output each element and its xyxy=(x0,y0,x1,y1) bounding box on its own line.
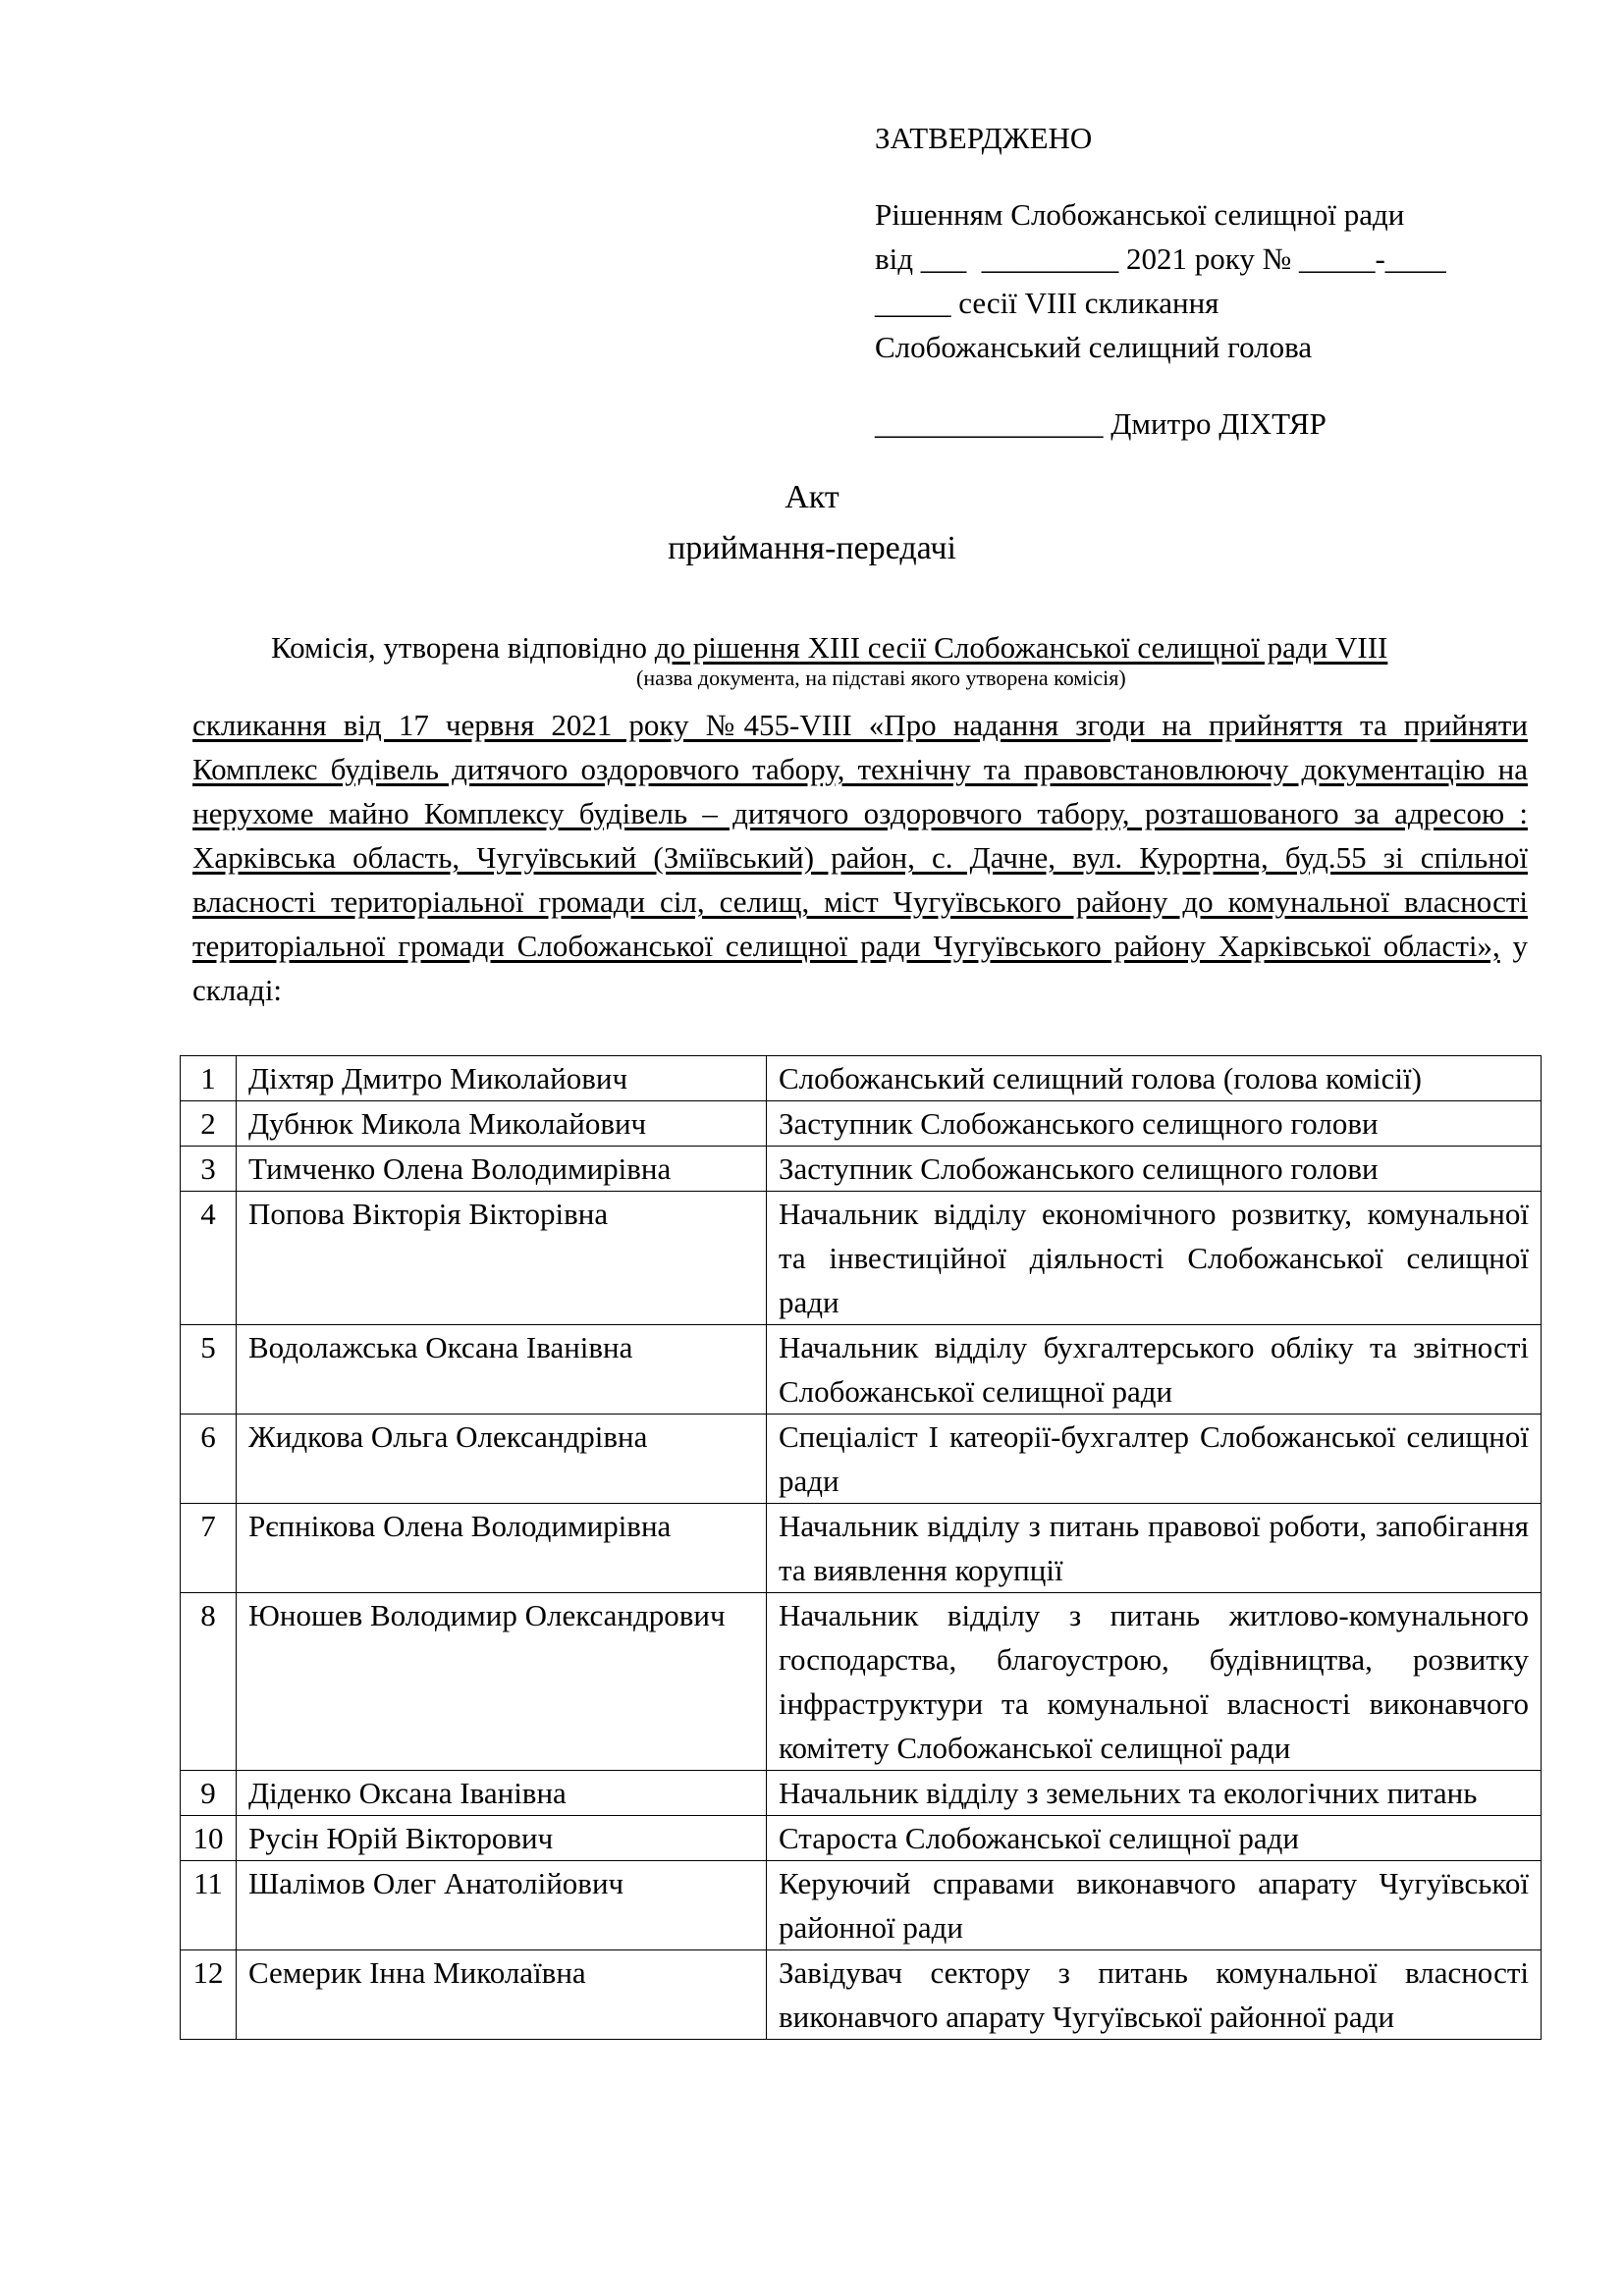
table-row xyxy=(181,1101,1542,1147)
table-row xyxy=(181,1325,1542,1415)
table-row xyxy=(181,1593,1542,1771)
member-position: Начальник відділу з земельних та екологічних питань xyxy=(767,1771,1542,1816)
approval-decision-line: Рішенням Слобожанської селищної ради xyxy=(875,197,1405,232)
member-number: 11 xyxy=(181,1861,237,1950)
approval-block xyxy=(875,116,1523,446)
member-number: 7 xyxy=(181,1504,237,1593)
approval-signature-line: _______________ Дмитро ДІХТЯР xyxy=(875,406,1326,441)
table-row xyxy=(181,1861,1542,1950)
table-row xyxy=(181,1504,1542,1593)
member-name: Діхтяр Дмитро Миколайович xyxy=(237,1056,767,1101)
table-row xyxy=(181,1816,1542,1861)
member-name: Водолажська Оксана Іванівна xyxy=(237,1325,767,1415)
member-number: 1 xyxy=(181,1056,237,1101)
intro-first-line xyxy=(192,626,1528,669)
member-number: 4 xyxy=(181,1192,237,1325)
intro-tail: у складі: xyxy=(192,929,1529,1007)
member-position: Начальник відділу з питань правової роботи, запобігання та виявлення корупції xyxy=(767,1504,1542,1593)
table-row xyxy=(181,1192,1542,1325)
commission-members-table xyxy=(180,1055,1542,2040)
table-row xyxy=(181,1950,1542,2040)
table-row xyxy=(181,1415,1542,1504)
member-number: 12 xyxy=(181,1950,237,2040)
table-row xyxy=(181,1771,1542,1816)
intro-caption: (назва документа, на підставі якого утворена комісія) xyxy=(636,666,1126,690)
member-name: Дубнюк Микола Миколайович xyxy=(237,1101,767,1147)
approval-heading: ЗАТВЕРДЖЕНО xyxy=(875,121,1093,155)
member-name: Шалімов Олег Анатолійович xyxy=(237,1861,767,1950)
member-position: Слобожанський селищний голова (голова комісії) xyxy=(767,1056,1542,1101)
member-position: Начальник відділу економічного розвитку, комунальної та інвестиційної діяльності Слобожанської селищної ради xyxy=(767,1192,1542,1325)
member-position: Заступник Слобожанського селищного голови xyxy=(767,1147,1542,1192)
member-position: Керуючий справами виконавчого апарату Чугуївської районної ради xyxy=(767,1861,1542,1950)
member-name: Діденко Оксана Іванівна xyxy=(237,1771,767,1816)
member-position: Начальник відділу з питань житлово-комунального господарства, благоустрою, будівництва, розвитку інфраструктури та комунальної власності виконавчого комітету Слобожанської селищної ради xyxy=(767,1593,1542,1771)
document-title: Акт xyxy=(785,479,839,515)
member-position: Начальник відділу бухгалтерського обліку та звітності Слобожанської селищної ради xyxy=(767,1325,1542,1415)
member-name: Тимченко Олена Володимирівна xyxy=(237,1147,767,1192)
member-number: 2 xyxy=(181,1101,237,1147)
document-subtitle: приймання-передачі xyxy=(668,530,956,566)
member-name: Попова Вікторія Вікторівна xyxy=(237,1192,767,1325)
intro-lead-underlined: до рішення XIII сесії Слобожанської селищної ради VIII xyxy=(654,630,1388,665)
intro-paragraph xyxy=(192,626,1528,1012)
approval-session-line: _____ сесії VIII скликання xyxy=(875,286,1219,320)
member-number: 8 xyxy=(181,1593,237,1771)
member-position: Спеціаліст І катеорії-бухгалтер Слобожанської селищної ради xyxy=(767,1415,1542,1504)
member-number: 9 xyxy=(181,1771,237,1816)
member-name: Семерик Інна Миколаївна xyxy=(237,1950,767,2040)
member-number: 6 xyxy=(181,1415,237,1504)
member-position: Заступник Слобожанського селищного голови xyxy=(767,1101,1542,1147)
intro-decision-text: скликання від 17 червня 2021 року №455-VIII «Про надання згоди на прийняття та прийняти Комплекс будівель дитячого оздоровчого табору, технічну та правовстановлюючу документацію на нерухоме майно Комплексу будівель – дитячого оздоровчого табору, розташованого за адресою : Харківська область, Чугуївський (Зміївський) район, с. Дачне, вул. Курортна, буд.55 зі спільної власності територіальної громади сіл, селищ, міст Чугуївського району до комунальної власності територіальної громади Слобожанської селищної ради Чугуївського району Харківської області», xyxy=(192,708,1528,963)
member-name: Жидкова Ольга Олександрівна xyxy=(237,1415,767,1504)
approval-head-title: Слобожанський селищний голова xyxy=(875,330,1313,364)
table-row xyxy=(181,1056,1542,1101)
member-name: Русін Юрій Вікторович xyxy=(237,1816,767,1861)
intro-body xyxy=(192,703,1528,1012)
intro-lead: Комісія, утворена відповідно xyxy=(271,630,655,665)
member-position: Староста Слобожанської селищної ради xyxy=(767,1816,1542,1861)
member-name: Юношев Володимир Олександрович xyxy=(237,1593,767,1771)
member-position: Завідувач сектору з питань комунальної власності виконавчого апарату Чугуївської районної ради xyxy=(767,1950,1542,2040)
member-name: Рєпнікова Олена Володимирівна xyxy=(237,1504,767,1593)
member-number: 10 xyxy=(181,1816,237,1861)
member-number: 5 xyxy=(181,1325,237,1415)
table-row xyxy=(181,1147,1542,1192)
approval-date-line: від ___ _________ 2021 року № _____-____ xyxy=(875,241,1446,276)
member-number: 3 xyxy=(181,1147,237,1192)
